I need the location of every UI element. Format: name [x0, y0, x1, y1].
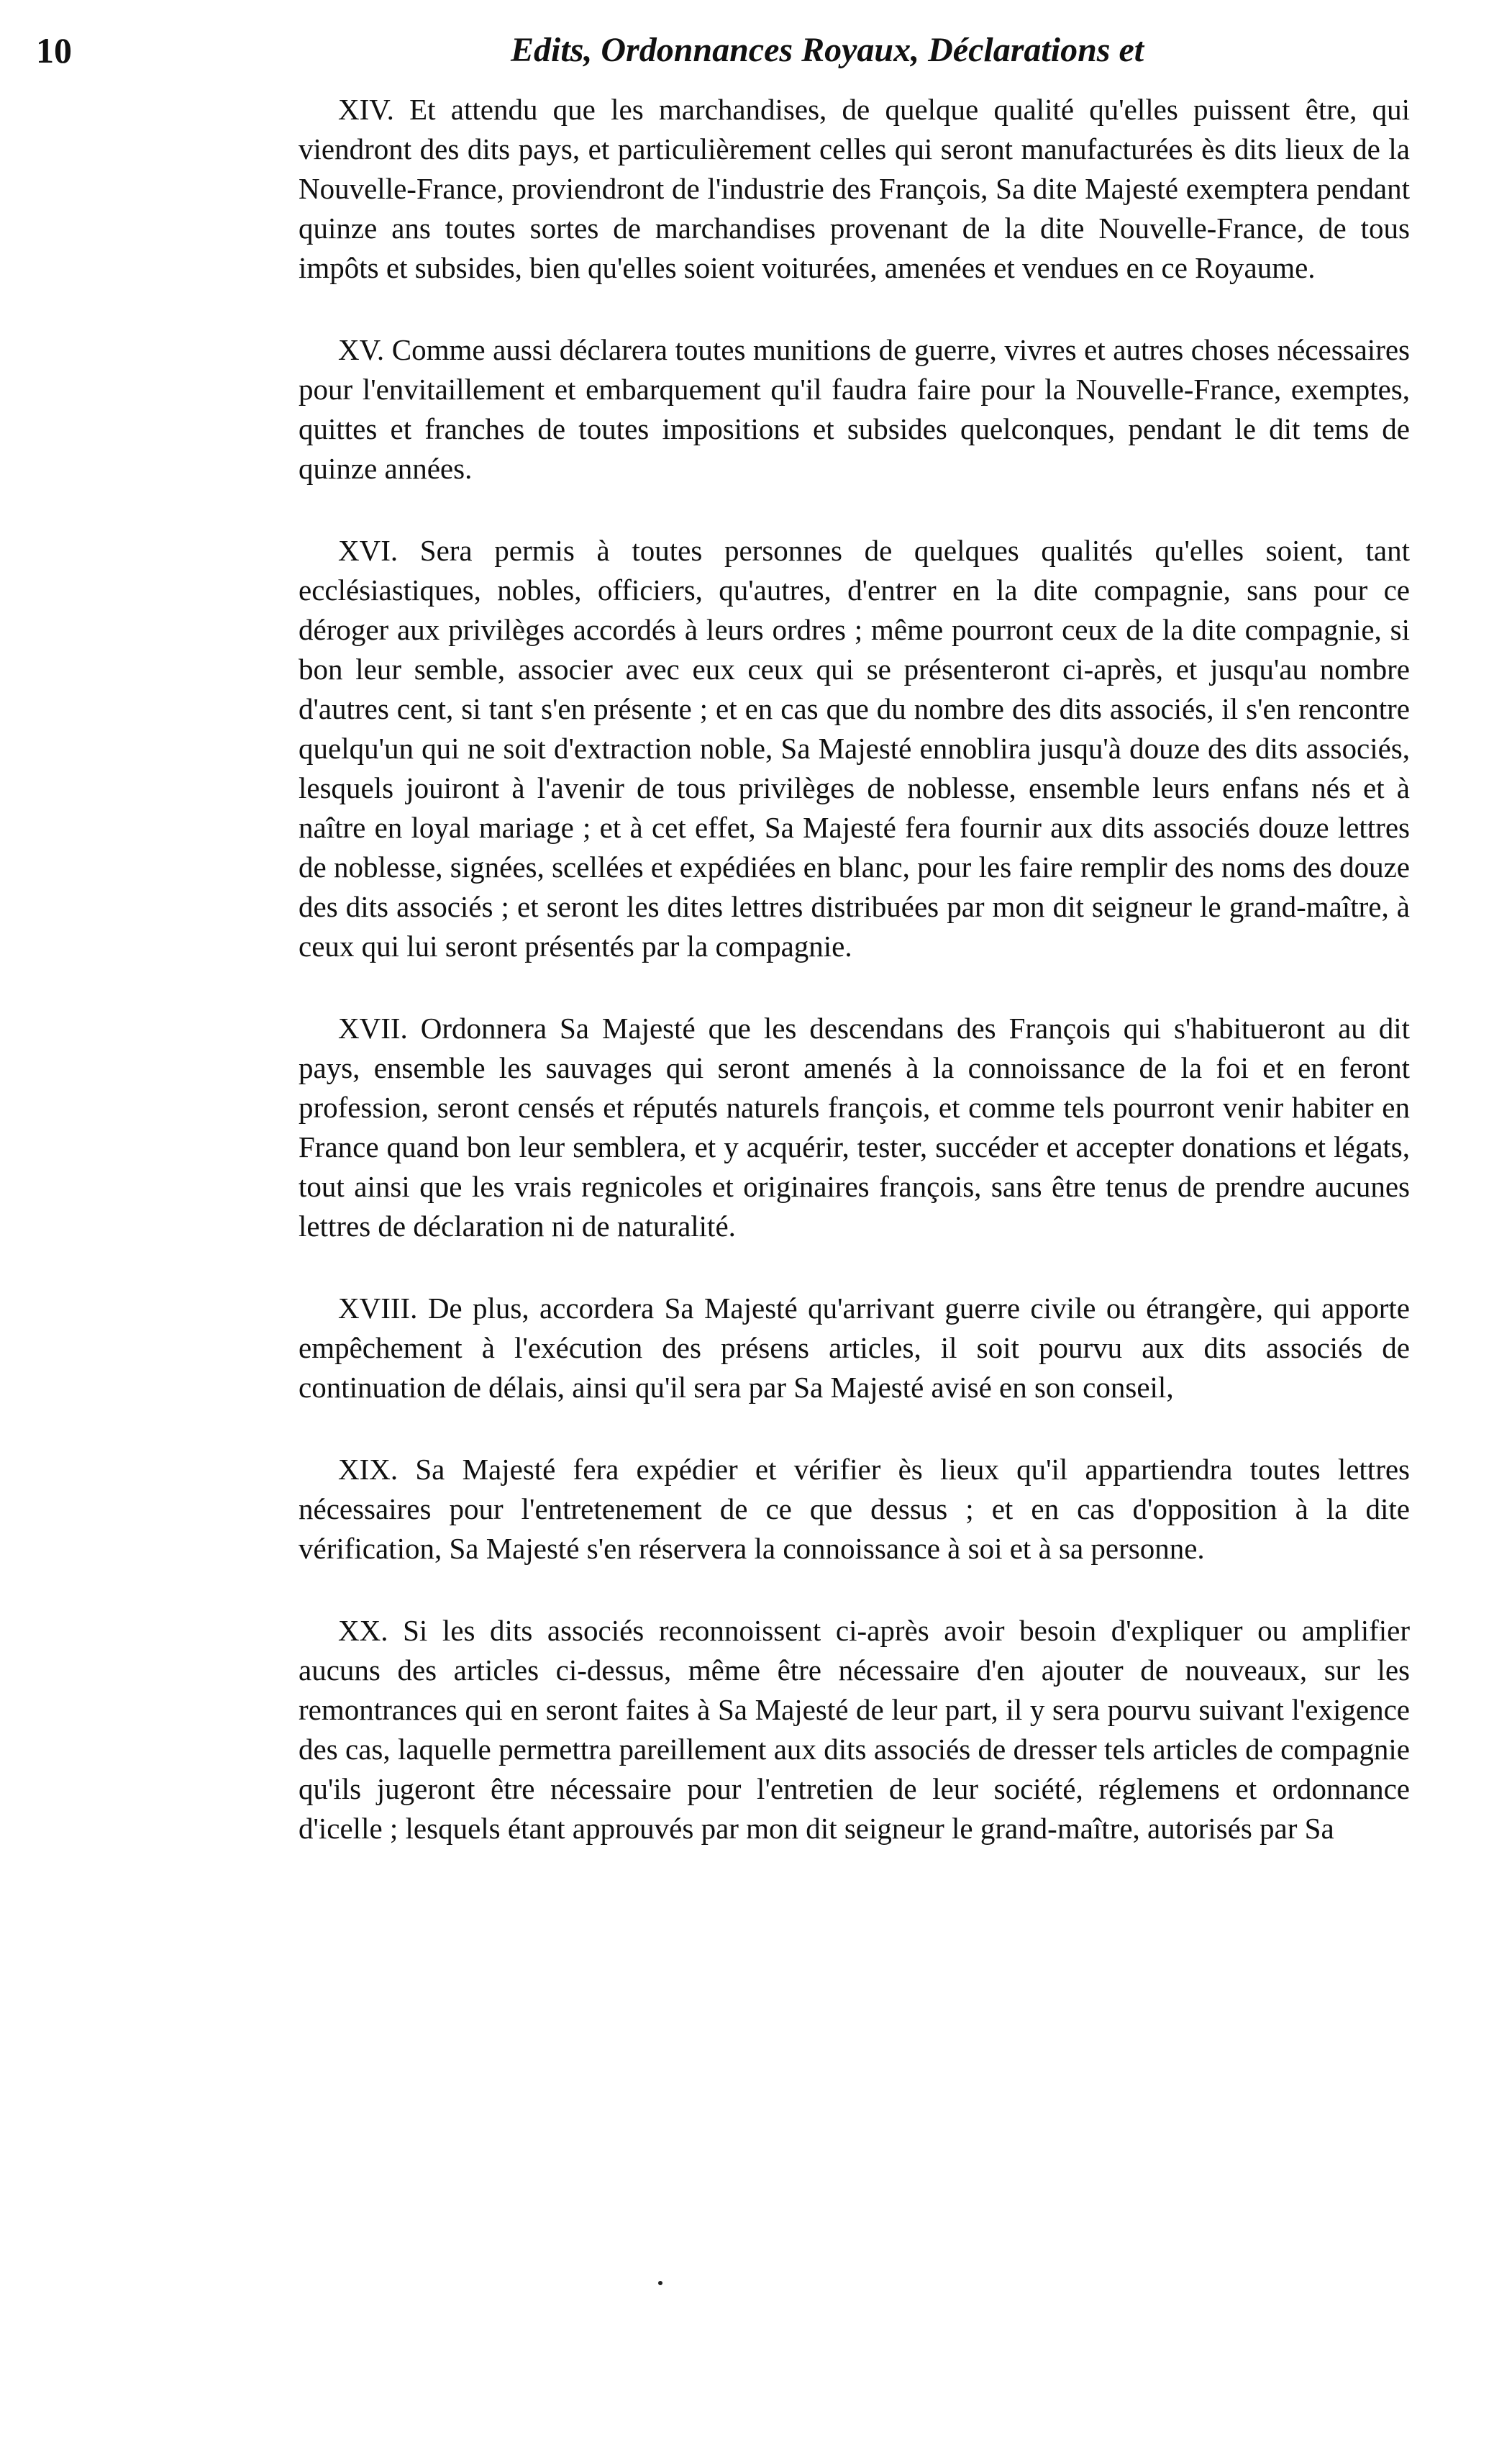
- running-header: [36, 22, 1259, 79]
- article-number: XV.: [338, 333, 385, 366]
- article-xiv: [299, 90, 1410, 288]
- article-text: Ordonnera Sa Majesté que les descendans des François qui s'habitueront au dit pays, ensemble les sauvages qui seront amenés à la connoissance de la foi et en feront profession, seront censés et réputés naturels françois, et comme tels pourront venir habiter en France quand bon leur semblera, et y acquérir, tester, succéder et accepter donations et légats, tout ainsi que les vrais regnicoles et originaires françois, sans être tenus de prendre aucunes lettres de déclaration ni de naturalité.: [299, 1012, 1410, 1243]
- article-xx: [299, 1611, 1410, 1848]
- article-text: Comme aussi déclarera toutes munitions de guerre, vivres et autres choses nécessaires pour l'envitaillement et embarquement qu'il faudra faire pour la Nouvelle-France, exemptes, quittes et franches de toutes impositions et subsides quelconques, pendant le dit tems de quinze années.: [299, 333, 1411, 485]
- article-xv: [299, 330, 1410, 489]
- running-title: Edits, Ordonnances Royaux, Déclarations et: [511, 31, 1144, 69]
- article-xviii: [299, 1289, 1410, 1407]
- article-text: Sa Majesté fera expédier et vérifier ès lieux qu'il appartiendra toutes lettres nécessaires pour l'entretenement de ce que dessus ; et en cas d'opposition à la dite vérification, Sa Majesté s'en réservera la connoissance à soi et à sa personne.: [299, 1453, 1411, 1565]
- article-number: XVI.: [338, 534, 399, 567]
- article-xix: [299, 1450, 1410, 1569]
- page-number: 10: [36, 30, 72, 71]
- article-xvi: [299, 531, 1410, 966]
- article-text: De plus, accordera Sa Majesté qu'arrivant guerre civile ou étrangère, qui apporte empêchement à l'exécution des présens articles, il soit pourvu aux dits associés de continuation de délais, ainsi qu'il sera par Sa Majesté avisé en son conseil,: [299, 1292, 1411, 1404]
- article-text: Et attendu que les marchandises, de quelque qualité qu'elles puissent être, qui viendront des dits pays, et particulièrement celles qui seront manufacturées ès dits lieux de la Nouvelle-France, proviendront de l'industrie des François, Sa dite Majesté exemptera pendant quinze ans toutes sortes de marchandises provenant de la dite Nouvelle-France, de tous impôts et subsides, bien qu'elles soient voiturées, amenées et vendues en ce Royaume.: [299, 93, 1411, 284]
- footer-dot: [658, 2281, 662, 2285]
- body-text: [299, 90, 1410, 1848]
- article-number: XVII.: [338, 1012, 408, 1045]
- article-number: XVIII.: [338, 1292, 418, 1325]
- article-number: XIX.: [338, 1453, 399, 1486]
- article-xvii: [299, 1009, 1410, 1246]
- article-text: Sera permis à toutes personnes de quelques qualités qu'elles soient, tant ecclésiastiques, nobles, officiers, qu'autres, d'entrer en la dite compagnie, sans pour ce déroger aux privilèges accordés à leurs ordres ; même pourront ceux de la dite compagnie, si bon leur semble, associer avec eux ceux qui se présenteront ci-après, et jusqu'au nombre d'autres cent, si tant s'en présente ; et en cas que du nombre des dits associés, il s'en rencontre quelqu'un qui ne soit d'extraction noble, Sa Majesté ennoblira jusqu'à douze des dits associés, lesquels jouiront à l'avenir de tous privilèges de noblesse, ensemble leurs enfans nés et à naître en loyal mariage ; et à cet effet, Sa Majesté fera fournir aux dits associés douze lettres de noblesse, signées, scellées et expédiées en blanc, pour les faire remplir des noms des douze des dits associés ; et seront les dites lettres distribuées par mon dit seigneur le grand-maître, à ceux qui lui seront présentés par la compagnie.: [299, 534, 1410, 963]
- article-number: XIV.: [338, 93, 394, 126]
- article-text: Si les dits associés reconnoissent ci-après avoir besoin d'expliquer ou amplifier aucuns des articles ci-dessus, même être nécessaire d'en ajouter de nouveaux, sur les remontrances qui en seront faites à Sa Majesté de leur part, il y sera pourvu suivant l'exigence des cas, laquelle permettra pareillement aux dits associés de dresser tels articles de compagnie qu'ils jugeront être nécessaire pour l'entretien de leur société, réglemens et ordonnance d'icelle ; lesquels étant approuvés par mon dit seigneur le grand-maître, autorisés par Sa: [299, 1614, 1411, 1845]
- article-number: XX.: [338, 1614, 388, 1647]
